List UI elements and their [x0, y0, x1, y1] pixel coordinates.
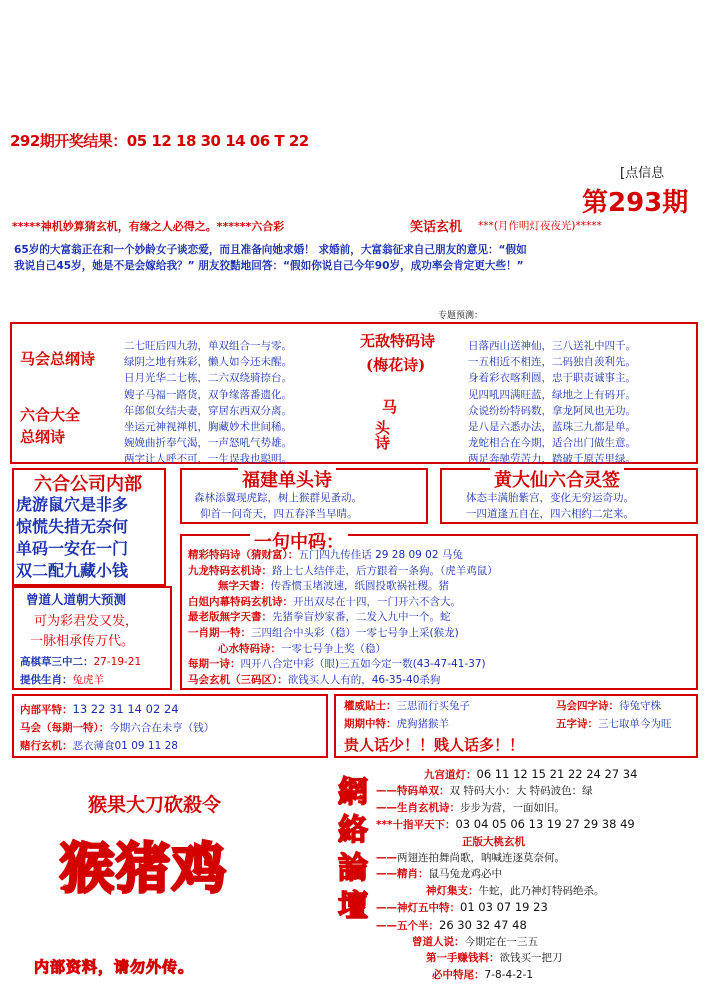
liuhe-title: 六合公司内部 — [34, 474, 142, 495]
forum-row — [376, 899, 637, 916]
joke-line-1: 65岁的大富翁正在和一个妙龄女子谈恋爱，而且准备向她求婚！ 求婚前，大富翁征求自己朋友的意见：“假如 — [14, 244, 527, 256]
joke-label: 笑话玄机 — [410, 220, 463, 235]
yjz-value: 先猪拳盲炒家番，二发入九中一个。蛇 — [272, 611, 451, 624]
forum-row-label: ——神灯五中特： — [376, 902, 460, 915]
forum-row-value: 牛蛇，此乃神灯特码绝杀。 — [478, 884, 605, 897]
every-label: 期期中特： — [344, 718, 397, 730]
gao-label: 高棋草三中二： — [20, 656, 94, 668]
forum-row-label: 曾道人说： — [412, 936, 465, 949]
wuzi-row — [556, 716, 672, 731]
daoren-line-2: 一脉相承传万代。 — [30, 634, 135, 649]
liuhe-label: 六合大全 — [20, 406, 81, 424]
info-badge: [点信息 — [620, 166, 665, 181]
forum-row — [376, 800, 637, 816]
yjz-label: 九龙特码玄机诗： — [188, 564, 272, 577]
poem-line: 一五相近不相连，二码独自羡利先。 — [468, 356, 636, 369]
fujian-line-1: 森林添翼现虎踪，树上猴群见蚤动。 — [194, 492, 362, 504]
forum-row-label: 必中特尾： — [432, 968, 485, 981]
yjz-row — [188, 548, 498, 564]
lower-left-value: 今期六合在未亨（钱） — [109, 722, 215, 734]
yjz-value: 三四组合中头彩（稳）一零七号争上采(猴龙) — [251, 626, 459, 639]
fujian-line-2: 仰首一问奇天，四五春泽当早晴。 — [200, 508, 358, 520]
yjz-value: 五门四九传佳话 29 28 09 02 马兔 — [298, 549, 463, 561]
special-label: 专题预测： — [438, 311, 484, 321]
forum-row-label: ——五个半： — [376, 919, 439, 932]
forum-row — [376, 834, 637, 850]
forum-row-label: ***十指平天下： — [376, 819, 456, 832]
liuhe-line: 惊慌失措无奈何 — [16, 517, 129, 536]
forum-row-value: 01 03 07 19 23 — [460, 900, 548, 915]
yjz-row — [188, 642, 498, 658]
ti-value: 兔虎羊 — [72, 674, 104, 686]
yjz-label: 马会玄机（三码区）： — [188, 673, 288, 686]
poem-line: 龙蛇相合在今期，适合出门做生意。 — [468, 437, 636, 450]
tip-row — [344, 698, 470, 713]
forum-row-value: 鼠马兔龙鸡必中 — [428, 868, 502, 881]
liuhe-label-2: 总纲诗 — [20, 428, 66, 446]
toushi-label: 头诗 — [373, 420, 391, 450]
forum-row — [376, 850, 637, 866]
yjz-label: 每期一诗： — [188, 658, 241, 671]
forum-row — [376, 883, 637, 899]
tip-value: 三思而行买兔子 — [396, 700, 470, 712]
meihua-label: (梅花诗) — [366, 356, 426, 374]
forum-row-value: 03 04 05 06 13 19 27 29 38 49 — [455, 817, 635, 832]
poem-line: 身着彩衣喀利圆，忠于职责诚事主。 — [468, 372, 636, 385]
lower-left-value: 恶衣薄食01 09 11 28 — [72, 740, 178, 752]
poem-line: 见四吼四满旺蓝，绿地之上有码开。 — [468, 388, 636, 401]
forum-row-value: 欲钱买一把刀 — [499, 952, 563, 965]
forum-row-value: 26 30 32 47 48 — [439, 917, 527, 932]
ti-label: 提供生肖： — [20, 674, 73, 686]
yjz-value: 传香惯玉堵波速，纸圆投歌祸社稷。猪 — [270, 580, 449, 593]
forum-row — [376, 866, 637, 882]
forum-label: 網絡論壇 — [338, 775, 368, 924]
daoren-title: 曾道人道朝大预测 — [26, 592, 127, 607]
poem-line: 嫂子马福一路货，双争缘落番遗化。 — [124, 388, 292, 401]
forum-row — [376, 816, 637, 833]
liuhe-line: 单码一安在一门 — [16, 539, 129, 558]
forum-row-value: 今期定在一三五 — [464, 936, 538, 949]
slogan: 贵人话少！！贱人话多！！ — [344, 736, 525, 754]
forum-row-value: 两翅连拍舞尚歌，呐喊连逐莫奈何。 — [397, 852, 565, 865]
yjz-value: 开出双尽在十四，一门开六不含大。 — [293, 595, 461, 608]
poem-line: 日落西山送神仙，三八送礼中四千。 — [468, 340, 636, 352]
lower-left-row-1 — [20, 702, 179, 717]
mahui-label: 马会四字诗： — [556, 700, 619, 712]
forum-row-label: 第一手赚钱料： — [426, 952, 500, 965]
yjz-row — [188, 657, 498, 673]
yjz-value: 欲钱买人人有的，46-35-40杀狗 — [287, 673, 441, 686]
forum-row-label: ——生肖玄机诗： — [376, 801, 460, 814]
huang-title: 黄大仙六合灵签 — [490, 466, 624, 492]
yjz-row — [188, 673, 498, 689]
huang-line-1: 体态丰满胎紫宫，变化无穷运奇功。 — [466, 492, 634, 504]
issue-number: 第293期 — [582, 188, 689, 218]
yjz-value: 路上七人结伴走，后方跟着一条狗。（虎羊鸡鼠） — [272, 564, 498, 577]
forum-row — [376, 967, 637, 983]
poem-line: 众说纷纷特码数，拿龙阿凤也无功。 — [468, 404, 636, 417]
poem-line: 婉娩曲折奉气渴，一声怒吼气势雄。 — [124, 437, 292, 450]
poem-line: 日月光华二七栋，二六双绕骑捺台。 — [124, 372, 292, 385]
yjz-label: 一肖期一特： — [188, 626, 251, 639]
forum-row-value: 双 特码大小：大 特码波色：绿 — [449, 785, 593, 798]
forum-row-label: —— — [376, 852, 397, 865]
forum-row-value: 06 11 12 15 21 22 24 27 34 — [476, 767, 638, 781]
poem-line: 是八是六悉办法，蓝珠三九都是单。 — [468, 421, 636, 434]
tip-label: 權威貼士： — [344, 700, 397, 712]
subheader-left: *****神机妙算猜玄机，有缘之人必得之。******六合彩 — [12, 220, 285, 233]
every-value: 虎狗猪猴羊 — [396, 718, 449, 730]
fujian-title: 福建单头诗 — [238, 466, 336, 492]
every-row — [344, 716, 449, 731]
mahui-row — [556, 698, 661, 713]
yjz-row — [188, 610, 498, 626]
yjz-value: 一零七号争上奖（稳） — [281, 642, 386, 655]
forum-row — [376, 783, 637, 799]
forum-row — [376, 950, 637, 966]
huang-line-2: 一四道逢五自在，四六相约二定来。 — [466, 508, 634, 520]
liuhe-line: 虎游鼠穴是非多 — [16, 495, 129, 514]
forum-row — [376, 766, 637, 783]
forum-row-label: 九宫道灯： — [424, 769, 477, 781]
yijuzhong-rows — [188, 548, 498, 688]
yjz-row — [188, 595, 498, 611]
mahui-label: 马会总纲诗 — [20, 350, 96, 368]
draw-result: 292期开奖结果：05 12 18 30 14 06 T 22 — [10, 132, 309, 150]
lower-left-row-2 — [20, 720, 214, 735]
poem-line: 绿阴之地有殊彩，懒人如今还未醒。 — [124, 356, 292, 369]
ti-row — [20, 672, 104, 687]
forum-rows — [376, 766, 637, 983]
forum-row-label: 神灯集支： — [426, 884, 479, 897]
wuzi-value: 三七取单今为旺 — [598, 718, 672, 730]
liuhe-line: 双二配九藏小钱 — [16, 561, 129, 580]
yjz-label: 最老版無字天書： — [188, 611, 272, 624]
wuzi-label: 五字诗： — [556, 718, 598, 730]
yjz-label: 心水特码诗： — [218, 642, 281, 655]
poem-line: 两字让人呼不可，一生误我也聪明。 — [124, 453, 292, 466]
joke-tail: ***(月作明灯夜夜光)***** — [478, 220, 602, 232]
poem-line: 坐运元神视禅机，胸藏妙术世间稀。 — [124, 421, 292, 434]
ma-label: 马 — [382, 398, 398, 416]
lower-left-label: 马会（每期一特）： — [20, 722, 110, 734]
forum-row — [376, 934, 637, 950]
gao-value: 27-19-21 — [93, 656, 142, 668]
mahui-value: 待兔守株 — [619, 700, 661, 712]
poem-line: 两足奔驰劳苦力，踏破千原苦里绿。 — [468, 453, 636, 466]
yjz-row — [188, 626, 498, 642]
lower-left-value: 13 22 31 14 02 24 — [72, 702, 179, 716]
poem-line: 二七旺后四九勃，单双组合一与零。 — [124, 340, 292, 352]
forum-row-value: 步步为营，一面如旧。 — [460, 801, 565, 814]
daoren-line-1: 可为彩君发又发， — [34, 614, 139, 629]
footer-notice: 内部资料，请勿外传。 — [34, 958, 195, 976]
forum-row-label: ——精肖： — [376, 868, 429, 881]
yjz-value: 四开八合定中彩（眼)三五如今定一数(43-47-41-37) — [240, 658, 486, 671]
lower-left-label: 赌行玄机： — [20, 740, 73, 752]
forum-row-label: 正版大桃玄机 — [462, 835, 525, 848]
yjz-label: 精彩特码诗（猜财富）： — [188, 549, 299, 561]
joke-line-2: 我说自己45岁，她是不是会嫁给我？” 朋友狡黠地回答：“假如你说自己今年90岁，成功率会肯定更大些！” — [14, 260, 524, 272]
forum-row-value: 7-8-4-2-1 — [484, 968, 534, 981]
forum-row-label: ——特码单双： — [376, 785, 450, 798]
poem-line: 年郎似女结夫妻，穿居东西双分离。 — [124, 404, 292, 417]
kill-title: 猴果大刀砍殺令 — [88, 794, 222, 816]
lower-left-label: 内部平特： — [20, 704, 73, 716]
yjz-row — [188, 579, 498, 595]
yjz-row — [188, 564, 498, 580]
forum-row — [376, 917, 637, 934]
yjz-label: 白姐内幕特码玄机诗： — [188, 595, 293, 608]
poem-right — [468, 338, 636, 468]
lower-left-row-3 — [20, 738, 178, 753]
liuhe-lines — [16, 494, 128, 582]
kill-animals: 猴猪鸡 — [60, 836, 228, 900]
gao-row — [20, 654, 141, 669]
yjz-label: 無字天書： — [218, 580, 271, 593]
poem-left — [124, 338, 292, 468]
wudi-label: 无敌特码诗 — [360, 332, 436, 350]
yijuzhong-title: 一句中码： — [250, 528, 348, 554]
